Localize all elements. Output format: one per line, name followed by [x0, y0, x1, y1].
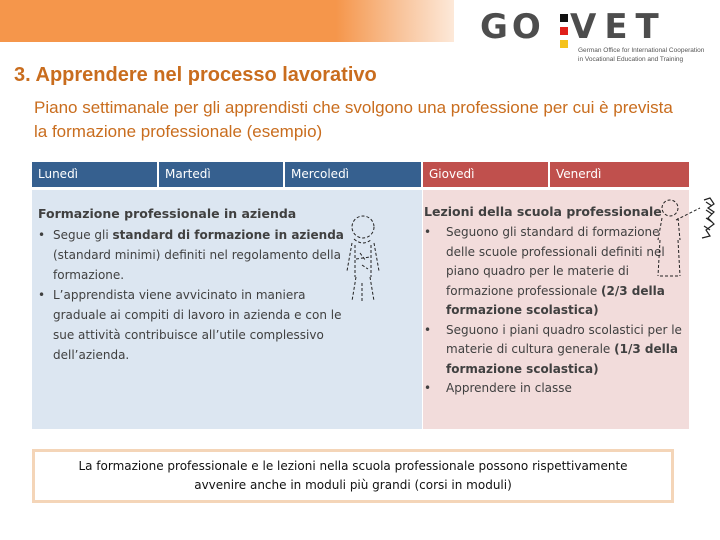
list-item: [424, 321, 688, 380]
slide-subtitle: Piano settimanale per gli apprendisti che svolgono una professione per cui è prevista la formazione professionale (esempio): [34, 98, 673, 141]
day-header-venerdi: Venerdì: [550, 162, 689, 187]
list-item: [38, 285, 348, 365]
bullet-text: Apprendere in classe: [446, 381, 572, 395]
header-accent-bar: [0, 0, 454, 42]
bullet-bold-text: standard di formazione in azienda: [112, 228, 344, 242]
modules-note-box: [32, 449, 674, 503]
logo-wordmark-go: GO: [480, 7, 545, 47]
list-item: [424, 379, 688, 399]
day-header-martedi: Martedì: [159, 162, 283, 187]
day-header-mercoledi: Mercoledì: [285, 162, 421, 187]
bullet-text: Seguono i piani quadro scolastici per le materie di cultura generale: [446, 322, 682, 356]
logo-tagline: [578, 46, 704, 64]
logo-tagline-line2: in Vocational Education and Training: [578, 56, 684, 63]
slide-title: 3. Apprendere nel processo lavorativo: [14, 64, 377, 86]
teacher-figure-icon: [648, 196, 718, 282]
azienda-content: [38, 204, 348, 365]
bullet-icon: •: [424, 225, 432, 239]
german-flag-icon: [560, 14, 568, 53]
worker-figure-icon: [342, 213, 384, 305]
bullet-icon: •: [424, 322, 432, 337]
schedule-header-row: [32, 162, 689, 187]
scuola-heading: Lezioni della scuola professionale: [424, 204, 662, 219]
day-header-giovedi: Giovedì: [423, 162, 548, 187]
bullet-text: L’apprendista viene avvicinato in maniera graduale ai compiti di lavoro in azienda e con le sue attività contribuisce all’utile complessivo dell’azienda.: [53, 288, 342, 362]
govet-logo: [474, 6, 720, 66]
logo-wordmark-vet: VET: [570, 7, 667, 47]
bullet-icon: •: [38, 288, 46, 302]
bullet-bold-text: (1/3 della formazione scolastica): [446, 342, 678, 376]
logo-tagline-line1: German Office for International Cooperation: [578, 47, 705, 54]
azienda-bullets: [38, 225, 348, 365]
bullet-bold-text: (2/3 della formazione scolastica): [446, 283, 665, 317]
list-item: [38, 225, 348, 285]
bullet-text: (standard minimi) definiti nel regolamento della formazione.: [53, 248, 341, 282]
day-header-lunedi: Lunedì: [32, 162, 157, 187]
bullet-icon: •: [424, 381, 432, 395]
bullet-text: Seguono gli standard di formazione delle scuole professionali definiti nel piano quadro per le materie di formazione professionale: [446, 225, 665, 298]
bullet-text: Segue gli: [53, 228, 113, 242]
azienda-heading: Formazione professionale in azienda: [38, 206, 297, 221]
bullet-icon: •: [38, 228, 46, 242]
modules-note-text: La formazione professionale e le lezioni nella scuola professionale possono rispettivamente avvenire anche in moduli più grandi (corsi in moduli): [78, 459, 628, 492]
weekly-schedule-table: [32, 162, 689, 187]
